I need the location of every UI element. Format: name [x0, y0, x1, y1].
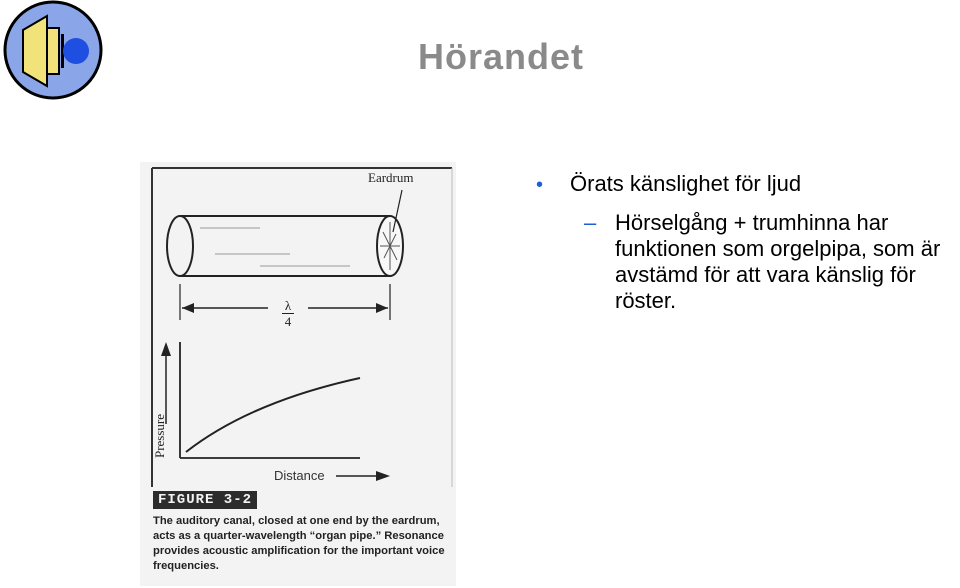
eardrum-label: Eardrum	[368, 170, 414, 185]
bullet-dot-icon: •	[536, 174, 544, 196]
y-axis-label: Pressure	[152, 413, 167, 459]
sub-bullet-item	[535, 210, 960, 314]
slide-title: Hörandet	[418, 36, 585, 77]
pressure-curve	[186, 378, 360, 452]
bullet-item	[535, 170, 960, 198]
bullet-dash-icon: –	[584, 210, 597, 235]
quarter-wavelength-label	[280, 298, 296, 329]
auditory-canal-tube	[167, 216, 403, 276]
x-axis-label: Distance	[274, 468, 325, 483]
wavelength-divisor: 4	[284, 314, 292, 329]
figure-number-label: FIGURE 3-2	[153, 491, 257, 509]
bullet-text: Örats känslighet för ljud	[570, 171, 802, 196]
wavelength-symbol: λ	[284, 298, 292, 313]
sub-bullet-text: Hörselgång + trumhinna har funktionen som orgelpipa, som är avstämd för att vara känslig för röster.	[615, 210, 941, 313]
bullet-list	[535, 170, 960, 314]
pressure-axes	[161, 342, 390, 481]
figure-scan	[140, 162, 456, 586]
figure-caption: The auditory canal, closed at one end by the eardrum, acts as a quarter-wavelength “organ pipe.” Resonance provides acoustic amplification for the important voice frequencies.	[153, 515, 445, 572]
speaker-logo-icon	[3, 0, 104, 101]
